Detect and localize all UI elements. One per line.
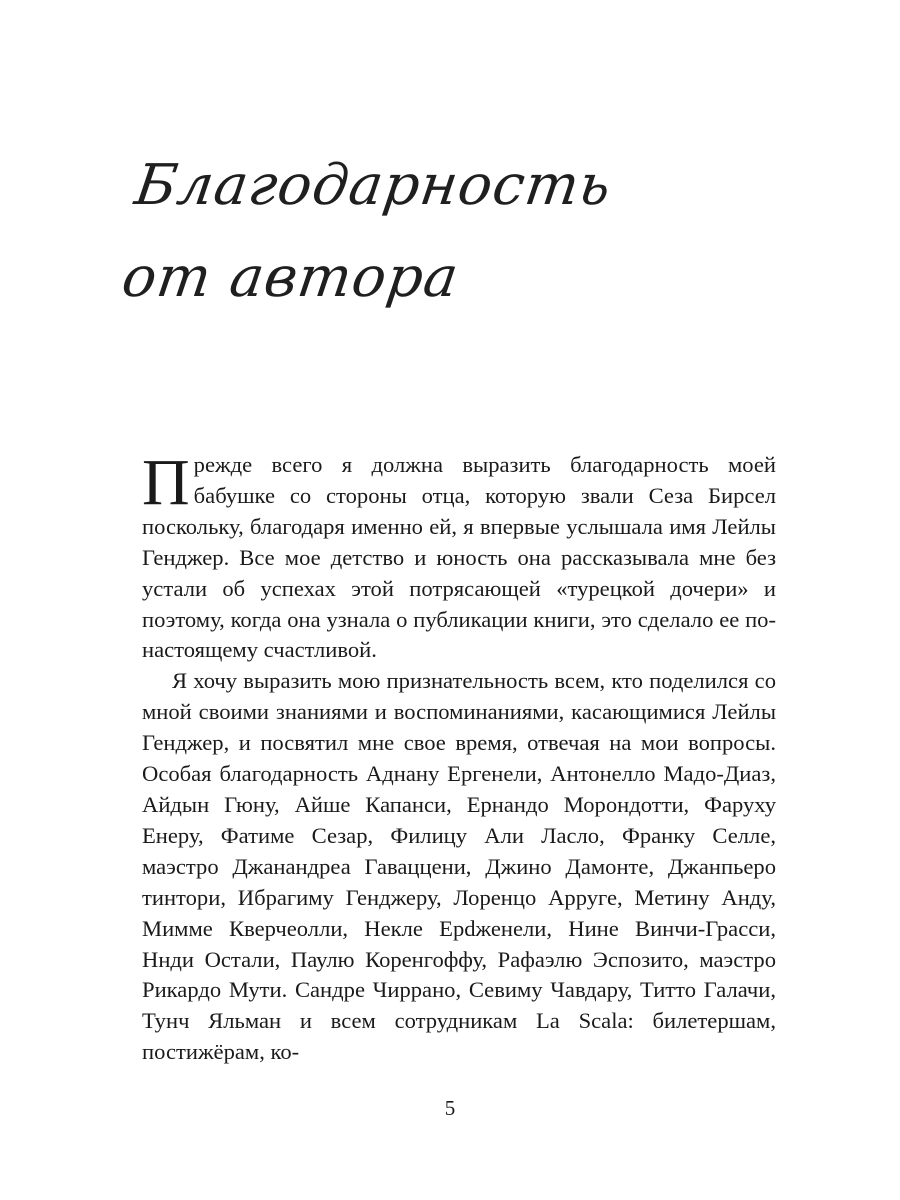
chapter-title [116,140,762,324]
page-number: 5 [444,1096,456,1120]
paragraph-1 [142,446,776,666]
chapter-title-line-1: Благодарность [131,153,616,218]
drop-cap: П [142,446,190,519]
chapter-title-line-2: от автора [118,245,463,310]
paragraph-1-text: режде всего я должна выразить благодарность моей бабушке со стороны отца, которую звали Сеза Бирсел поскольку, благодаря именно ей, я впервые услышала имя Лейлы Генджер. Все мое детство и юность она рассказывала мне без устали об успехах этой потрясающей «турецкой дочери» и поэтому, когда она узнала о публикации книги, это сделало ее по-настоящему счастливой. [142,452,776,663]
paragraph-2-text: Я хочу выразить мою признательность всем, кто поделился со мной своими знаниями и воспоминаниями, касающимися Лейлы Генджер, и посвятил мне свое время, отвечая на мои вопросы. Особая благодарность Аднану Ергенели, Антонелло Мадо-Диаз, Айдын Гюну, Айше Капанси, Ернандо Морондотти, Фаруху Енеру, Фатиме Сезар, Филицу Али Ласло, Франку Селле, маэстро Джанандреа Гаваццени, Джино Дамонте, Джанпьеро тинтори, Ибрагиму Генджеру, Лоренцо Арруге, Метину Анду, Мимме Кверчеолли, Некле Ерdженели, Нине Винчи-Грасси, Ннди Остали, Паулю Коренгоффу, Рафаэлю Эспозито, маэстро Рикардо Мути. Сандре Чиррано, Севиму Чавдару, Титто Галачи, Тунч Яльман и всем сотрудникам La Scala: билетершам, постижёрам, ко- [142,668,776,1065]
paragraph-2 [142,666,776,1068]
body-text [142,446,776,1068]
